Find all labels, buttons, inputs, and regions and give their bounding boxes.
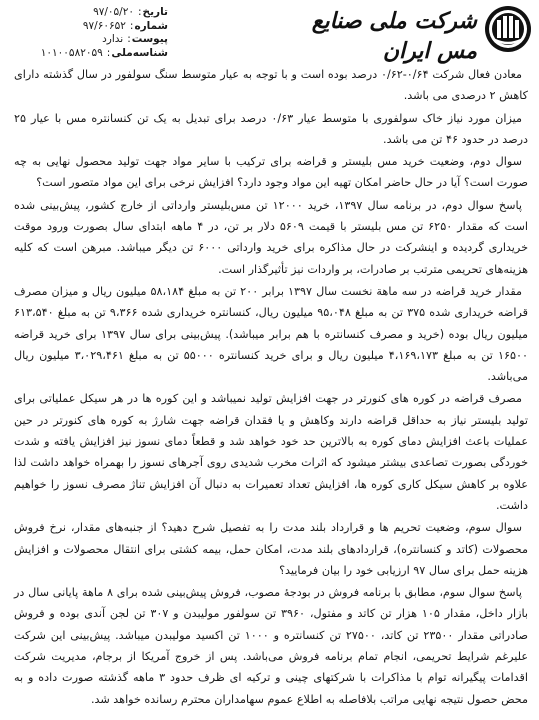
paragraph-answer-two: پاسخ سوال دوم، در برنامه سال ۱۳۹۷، خرید ۱۲۰۰۰ تن مس‌بلیستر وارداتی از خارج کشور، پیش‌بینی شده است که مقدار ۶۲۵۰ تن مس بلیستر با قیمت ۵۶۰۹ دلار بر تن، در ۴ ماهه ابتدای سال بصورت ورود موقت خریداری گردیده و اینشرکت در حال مذاکره برای خرید وارداتی ۶۰۰۰ تن دیگر میباشد. مبرهن است که کلیه هزینه‌های تحریمی مترتب بر صادرات، بر واردات نیز تأثیرگذار است. xyxy=(14,198,528,276)
paragraph-scrap-consumption: مصرف قراضه در کوره های کنورتر در جهت افزایش تولید نمیباشد و این کوره ها در هر سیکل عملیاتی برای تولید بلیستر نیاز به حداقل قراضه دارند وکاهش و یا فقدان قراضه جهت شارژ به کوره های کنورتر در حین عملیات باعث افزایش دمای کوره به بالاترین حد خود خواهد شد و قطعاً دمای نسوز نیز افزایش یافته و شدت خوردگی بصورت تصاعدی بیشتر میشود که اثرات مخرب شدیدی روی آجرهای نسوز را بهمراه خواهد داشت لذا علاوه بر کاهش سیکل کاری کوره ها، افزایش تعداد تعمیرات به دنبال آن افزایش تناژ مصرف نسوز را خواهیم داشت. xyxy=(14,392,528,512)
meta-attachment: پیوست : ندارد xyxy=(102,33,168,45)
meta-number: شماره : ۹۷/۶۰۶۵۲ xyxy=(82,19,168,32)
paragraph-answer-three: پاسخ سوال سوم، مطابق با برنامه فروش در بودجهٔ مصوب، فروش پیش‌بینی شده برای ۸ ماهة پایانی سال در بازار داخل، مقدار ۱۰۵ هزار تن کاتد و مفتول، ۳۹۶۰ تن سولفور مولیبدن و ۳۰۷ تن لجن آندی بوده و فروش صادراتی مقدار ۲۳۵۰۰ تن کاتد، ۲۷۵۰۰ تن کنسانتره و ۱۰۰۰ تن اکسید مولیبدن میباشد. پیش‌بینی این شرکت علیرغم شرایط تحریمی، انجام تمام برنامه فروش می‌باشد. پس از خروج آمریکا از برجام، مدیریت شرکت اقدامات پیگیرانه توام با مذاکرات با شرکتهای چینی و ترکیه ای ظرف حدود ۳ ماهه گذشته صورت داده و به محض حصول نتیجه نهایی مراتب بلافاصله به اطلاع عموم سهامداران محترم رسانده خواهد شد. xyxy=(14,586,529,706)
letter-meta xyxy=(8,6,168,60)
meta-date-value: ۹۷/۰۵/۲۰ xyxy=(93,6,134,18)
company-name: شرکت ملی صنایع مس ایران xyxy=(311,8,477,64)
letterhead xyxy=(0,0,539,62)
meta-attachment-label: پیوست xyxy=(131,33,168,45)
meta-number-label: شماره xyxy=(134,19,168,32)
paragraph-question-two: سوال دوم، وضعیت خرید مس بلیستر و قراضه برای ترکیب با سایر مواد جهت تولید محصول نهایی به چه صورت است؟ آیا در حال حاضر امکان تهیه این مواد وجود دارد؟ افزایش نرخی برای این مواد متصور است؟ xyxy=(14,155,528,190)
paragraph-scrap-purchase: مقدار خرید قراضه در سه ماهة نخست سال ۱۳۹۷ برابر ۲۰۰ تن به مبلغ ۵۸،۱۸۴ میلیون ریال و میزان مصرف قراضه خریداری شده ۳۷۵ تن به مبلغ ۹۵،۰۴۸ میلیون ریال، کنسانتره خریداری شده ۹،۳۶۶ تن به مبلغ ۶۱۳،۵۴۰ میلیون ریال بوده (خرید و مصرف کنسانتره با هم برابر میباشد). پیش‌بینی برای سال ۱۳۹۷ برای خرید قراضه ۱۶۵۰۰ تن به مبلغ ۴،۱۶۹،۱۷۳ میلیون ریال و برای خرید کنسانتره ۵۵۰۰۰ تن به مبلغ ۳،۰۲۹،۴۶۱ میلیون ریال می‌باشد. xyxy=(14,284,528,384)
paragraph-question-three: سوال سوم، وضعیت تحریم ها و قرارداد بلند مدت را به تفصیل شرح دهید؟ از جنبه‌های مقدار، نرخ فروش محصولات (کاتد و کنسانتره)، قراردادهای بلند مدت، امکان حمل، بیمه کشتی برای انتقال محصولات و افزایش هزینه حمل برای سال ۹۷ ارزیابی خود را بیان فرمایید؟ xyxy=(14,521,528,577)
meta-national-id: شناسه‌ملی : ۱۰۱۰۰۵۸۲۰۵۹ xyxy=(40,46,168,59)
meta-national-id-label: شناسه‌ملی xyxy=(111,46,168,59)
letter-body xyxy=(14,64,528,711)
meta-date-label: تاریخ xyxy=(142,6,168,18)
meta-national-id-value: ۱۰۱۰۰۵۸۲۰۵۹ xyxy=(40,46,103,59)
paragraph-ore-grade: معادن فعال شرکت ۰/۶۴-۰/۶۲ درصد بوده است و با توجه به عیار متوسط سنگ سولفور در سال گذشته دارای کاهش ۲ درصدی می باشد. xyxy=(14,68,528,103)
paragraph-sulfide-requirement: میزان مورد نیاز خاک سولفوری با متوسط عیار ۰/۶۳ درصد برای تبدیل به یک تن کنسانتره مس با عیار ۲۵ درصد در حدود ۴۶ تن می باشد. xyxy=(14,111,528,146)
nicico-emblem-icon xyxy=(483,4,533,54)
meta-number-value: ۹۷/۶۰۶۵۲ xyxy=(82,19,126,32)
meta-date: تاریخ : ۹۷/۰۵/۲۰ xyxy=(93,6,168,18)
meta-attachment-value: ندارد xyxy=(102,33,124,45)
